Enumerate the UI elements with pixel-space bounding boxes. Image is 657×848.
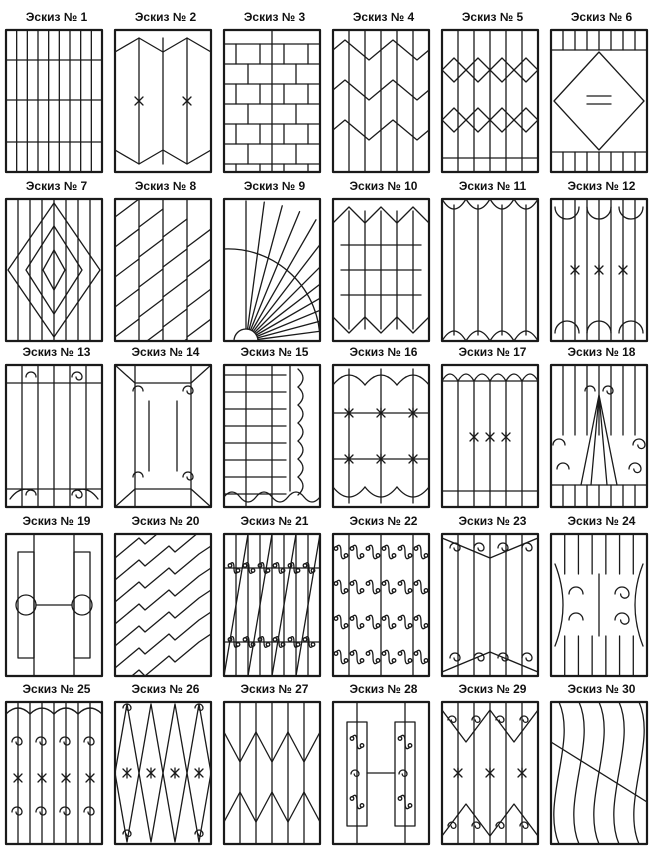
sketch-title: Эскиз № 1	[25, 10, 88, 24]
sketch-title: Эскиз № 19	[22, 514, 91, 528]
grille-sketch-drawing	[329, 28, 435, 176]
sketch-cell-9	[220, 177, 329, 344]
sketch-title: Эскиз № 16	[349, 345, 418, 359]
grille-sketch-drawing	[438, 363, 544, 511]
grille-sketch-drawing	[111, 197, 217, 345]
sketch-title: Эскиз № 12	[567, 179, 636, 193]
sketch-title: Эскиз № 11	[458, 179, 527, 193]
sketch-cell-28	[329, 680, 438, 847]
sketch-title: Эскиз № 17	[458, 345, 527, 359]
sketch-cell-16	[329, 343, 438, 510]
sketch-title: Эскиз № 26	[131, 682, 200, 696]
grille-sketch-drawing	[547, 197, 653, 345]
sketch-cell-12	[547, 177, 656, 344]
grille-sketch-drawing	[329, 700, 435, 848]
sketch-title: Эскиз № 7	[25, 179, 88, 193]
grille-sketch-drawing	[2, 700, 108, 848]
sketch-cell-15	[220, 343, 329, 510]
grille-sketch-drawing	[220, 28, 326, 176]
sketch-title: Эскиз № 9	[243, 179, 306, 193]
sketch-title: Эскиз № 3	[243, 10, 306, 24]
sketch-title: Эскиз № 6	[570, 10, 633, 24]
sketch-title: Эскиз № 27	[240, 682, 309, 696]
grille-sketch-drawing	[220, 363, 326, 511]
sketch-title: Эскиз № 20	[131, 514, 200, 528]
sketch-cell-29	[438, 680, 547, 847]
sketch-cell-20	[111, 512, 220, 679]
grille-sketch-drawing	[438, 197, 544, 345]
grille-sketch-drawing	[547, 363, 653, 511]
sketch-cell-8	[111, 177, 220, 344]
grille-sketch-drawing	[220, 700, 326, 848]
sketch-title: Эскиз № 2	[134, 10, 197, 24]
sketch-title: Эскиз № 22	[349, 514, 418, 528]
sketch-title: Эскиз № 30	[567, 682, 636, 696]
sketch-cell-30	[547, 680, 656, 847]
sketch-cell-11	[438, 177, 547, 344]
sketch-cell-22	[329, 512, 438, 679]
grille-sketch-drawing	[111, 532, 217, 680]
sketch-title: Эскиз № 10	[349, 179, 418, 193]
sketch-cell-23	[438, 512, 547, 679]
sketch-title: Эскиз № 23	[458, 514, 527, 528]
sketch-cell-21	[220, 512, 329, 679]
sketch-cell-1	[2, 8, 111, 175]
sketch-cell-18	[547, 343, 656, 510]
grille-sketch-drawing	[2, 28, 108, 176]
sketch-cell-17	[438, 343, 547, 510]
grille-sketch-drawing	[220, 532, 326, 680]
sketch-cell-4	[329, 8, 438, 175]
sketch-cell-27	[220, 680, 329, 847]
sketch-cell-10	[329, 177, 438, 344]
sketch-title: Эскиз № 24	[567, 514, 636, 528]
grille-sketch-drawing	[329, 197, 435, 345]
sketch-title: Эскиз № 28	[349, 682, 418, 696]
sketch-cell-26	[111, 680, 220, 847]
sketch-cell-13	[2, 343, 111, 510]
grille-sketch-drawing	[2, 532, 108, 680]
grille-sketch-drawing	[438, 532, 544, 680]
sketch-title: Эскиз № 14	[131, 345, 200, 359]
sketch-title: Эскиз № 29	[458, 682, 527, 696]
grille-sketch-drawing	[2, 363, 108, 511]
sketch-cell-14	[111, 343, 220, 510]
grille-sketch-drawing	[547, 700, 653, 848]
sketch-title: Эскиз № 21	[240, 514, 309, 528]
grille-sketch-drawing	[111, 363, 217, 511]
sketch-cell-3	[220, 8, 329, 175]
sketch-cell-7	[2, 177, 111, 344]
grille-sketch-drawing	[329, 532, 435, 680]
sketch-cell-19	[2, 512, 111, 679]
sketch-cell-5	[438, 8, 547, 175]
sketch-cell-2	[111, 8, 220, 175]
sketch-title: Эскиз № 8	[134, 179, 197, 193]
grille-sketch-drawing	[111, 700, 217, 848]
sketch-title: Эскиз № 18	[567, 345, 636, 359]
grille-sketch-drawing	[2, 197, 108, 345]
grille-sketch-drawing	[329, 363, 435, 511]
grille-sketch-drawing	[547, 532, 653, 680]
grille-sketch-drawing	[438, 28, 544, 176]
sketch-title: Эскиз № 15	[240, 345, 309, 359]
sketch-title: Эскиз № 4	[352, 10, 415, 24]
sketch-cell-25	[2, 680, 111, 847]
sketch-title: Эскиз № 13	[22, 345, 91, 359]
grille-sketch-drawing	[111, 28, 217, 176]
grille-sketch-drawing	[438, 700, 544, 848]
sketch-cell-24	[547, 512, 656, 679]
sketch-title: Эскиз № 25	[22, 682, 91, 696]
grille-sketch-drawing	[547, 28, 653, 176]
sketch-title: Эскиз № 5	[461, 10, 524, 24]
sketch-cell-6	[547, 8, 656, 175]
grille-sketch-drawing	[220, 197, 326, 345]
